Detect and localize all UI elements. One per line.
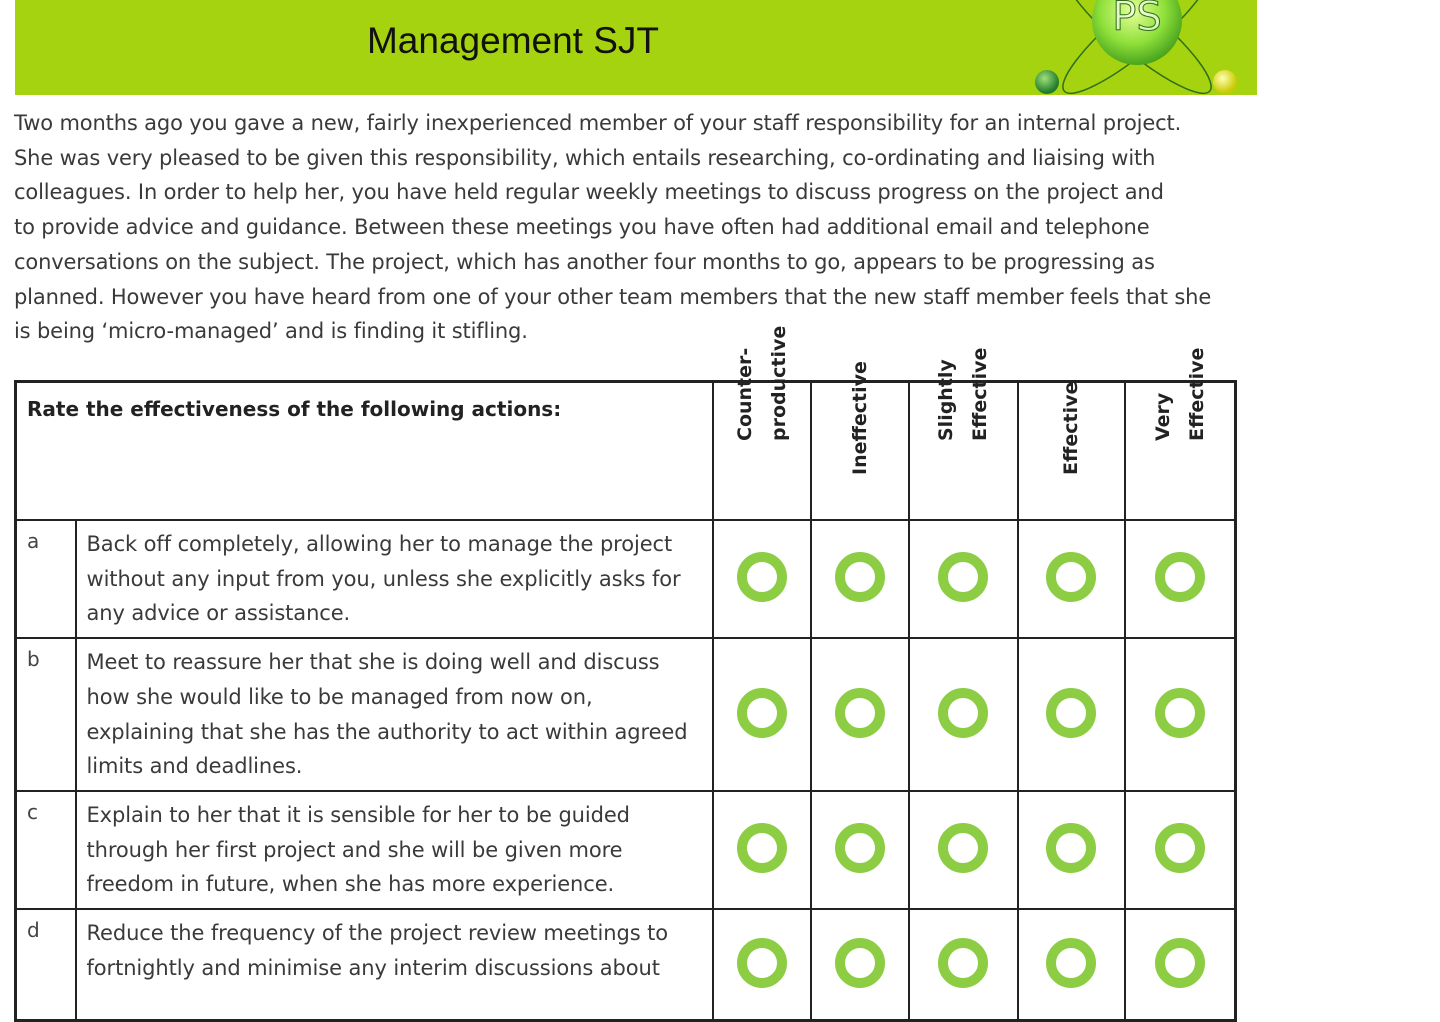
scenario-text bbox=[14, 106, 1234, 349]
action-letter: d bbox=[16, 909, 76, 1020]
option-cell bbox=[811, 909, 909, 1020]
action-letter: b bbox=[16, 638, 76, 791]
option-cell bbox=[1018, 520, 1125, 638]
action-line: Back off completely, allowing her to manage the project bbox=[86, 532, 673, 556]
option-cell bbox=[909, 638, 1018, 791]
action-line: any advice or assistance. bbox=[86, 601, 351, 626]
option-cell bbox=[811, 638, 909, 791]
action-line: Reduce the frequency of the project review meetings to bbox=[86, 921, 669, 946]
action-line: how she would like to be managed from now on, bbox=[86, 684, 593, 709]
instruction-heading: Rate the effectiveness of the following actions: bbox=[16, 382, 713, 521]
option-cell bbox=[1125, 909, 1236, 1020]
option-cell bbox=[811, 520, 909, 638]
option-cell bbox=[909, 909, 1018, 1020]
svg-text:PS: PS bbox=[1112, 0, 1162, 40]
option-cell bbox=[1018, 638, 1125, 791]
radio-b-effective[interactable] bbox=[1046, 688, 1096, 738]
radio-d-very-effective[interactable] bbox=[1155, 938, 1205, 988]
radio-a-counterproductive[interactable] bbox=[737, 552, 787, 602]
radio-b-ineffective[interactable] bbox=[835, 688, 885, 738]
action-row-a bbox=[16, 520, 1236, 638]
page-title: Management SJT bbox=[366, 20, 660, 61]
option-cell bbox=[1018, 791, 1125, 909]
scale-header-very-effective bbox=[1125, 347, 1236, 521]
option-cell bbox=[811, 791, 909, 909]
radio-b-slightly-effective[interactable] bbox=[938, 688, 988, 738]
scenario-line: Two months ago you gave a new, fairly inexperienced member of your staff responsibility for an internal project. bbox=[14, 111, 1182, 135]
option-cell bbox=[909, 791, 1018, 909]
action-letter: a bbox=[16, 520, 76, 638]
action-text bbox=[76, 791, 713, 909]
radio-c-slightly-effective[interactable] bbox=[938, 823, 988, 873]
scenario-line: colleagues. In order to help her, you have held regular weekly meetings to discuss progress on the project and bbox=[14, 180, 1164, 205]
scale-header-ineffective bbox=[811, 361, 909, 521]
scale-header-effective bbox=[1018, 382, 1125, 521]
table-header-row bbox=[16, 382, 1236, 521]
option-cell bbox=[713, 520, 811, 638]
action-row-d bbox=[16, 909, 1236, 1020]
radio-c-very-effective[interactable] bbox=[1155, 823, 1205, 873]
page-header bbox=[15, 0, 1257, 95]
option-cell bbox=[713, 909, 811, 1020]
radio-b-very-effective[interactable] bbox=[1155, 688, 1205, 738]
radio-c-counterproductive[interactable] bbox=[737, 823, 787, 873]
action-text bbox=[76, 909, 713, 1020]
option-cell bbox=[713, 791, 811, 909]
action-text bbox=[76, 638, 713, 791]
action-line: Meet to reassure her that she is doing well and discuss bbox=[86, 650, 660, 675]
option-cell bbox=[1125, 638, 1236, 791]
radio-d-counterproductive[interactable] bbox=[737, 938, 787, 988]
action-row-c bbox=[16, 791, 1236, 909]
action-line: without any input from you, unless she explicitly asks for bbox=[86, 566, 681, 591]
action-row-b bbox=[16, 638, 1236, 791]
option-cell bbox=[1018, 909, 1125, 1020]
scenario-line: to provide advice and guidance. Between these meetings you have often had additional email and telephone bbox=[14, 215, 1150, 240]
radio-a-effective[interactable] bbox=[1046, 552, 1096, 602]
option-cell bbox=[1125, 791, 1236, 909]
atom-logo-icon bbox=[1035, 0, 1237, 95]
scale-label: Very Effective bbox=[1151, 347, 1208, 441]
action-line: explaining that she has the authority to act within agreed bbox=[86, 719, 688, 744]
radio-b-counterproductive[interactable] bbox=[737, 688, 787, 738]
scenario-line: She was very pleased to be given this responsibility, which entails researching, co-ordinating and liaising with bbox=[14, 145, 1156, 170]
radio-d-ineffective[interactable] bbox=[835, 938, 885, 988]
radio-c-ineffective[interactable] bbox=[835, 823, 885, 873]
scenario-line: conversations on the subject. The project, which has another four months to go, appears to be progressing as bbox=[14, 249, 1155, 274]
action-line: through her first project and she will be given more bbox=[86, 837, 623, 862]
action-line: limits and deadlines. bbox=[86, 754, 303, 779]
action-line: Explain to her that it is sensible for her to be guided bbox=[86, 802, 630, 827]
scale-header-slightly-effective bbox=[909, 347, 1018, 521]
radio-d-slightly-effective[interactable] bbox=[938, 938, 988, 988]
radio-c-effective[interactable] bbox=[1046, 823, 1096, 873]
option-cell bbox=[713, 638, 811, 791]
action-line: fortnightly and minimise any interim discussions about bbox=[86, 955, 660, 980]
action-text bbox=[76, 520, 713, 638]
action-letter: c bbox=[16, 791, 76, 909]
scale-label: Slightly Effective bbox=[935, 347, 991, 441]
scale-label: Ineffective bbox=[848, 361, 871, 475]
scale-label: Effective bbox=[1060, 381, 1082, 475]
scale-header-counterproductive bbox=[713, 325, 811, 521]
ps-logo bbox=[1015, 0, 1257, 95]
option-cell bbox=[1125, 520, 1236, 638]
scale-label: Counter- productive bbox=[733, 325, 790, 441]
radio-d-effective[interactable] bbox=[1046, 938, 1096, 988]
radio-a-slightly-effective[interactable] bbox=[938, 552, 988, 602]
action-line: freedom in future, when she has more experience. bbox=[86, 872, 615, 897]
scenario-line: is being ‘micro-managed’ and is finding it stifling. bbox=[14, 319, 528, 344]
radio-a-ineffective[interactable] bbox=[835, 552, 885, 602]
radio-a-very-effective[interactable] bbox=[1155, 552, 1205, 602]
scenario-line: planned. However you have heard from one of your other team members that the new staff member feels that she bbox=[14, 284, 1212, 309]
option-cell bbox=[909, 520, 1018, 638]
